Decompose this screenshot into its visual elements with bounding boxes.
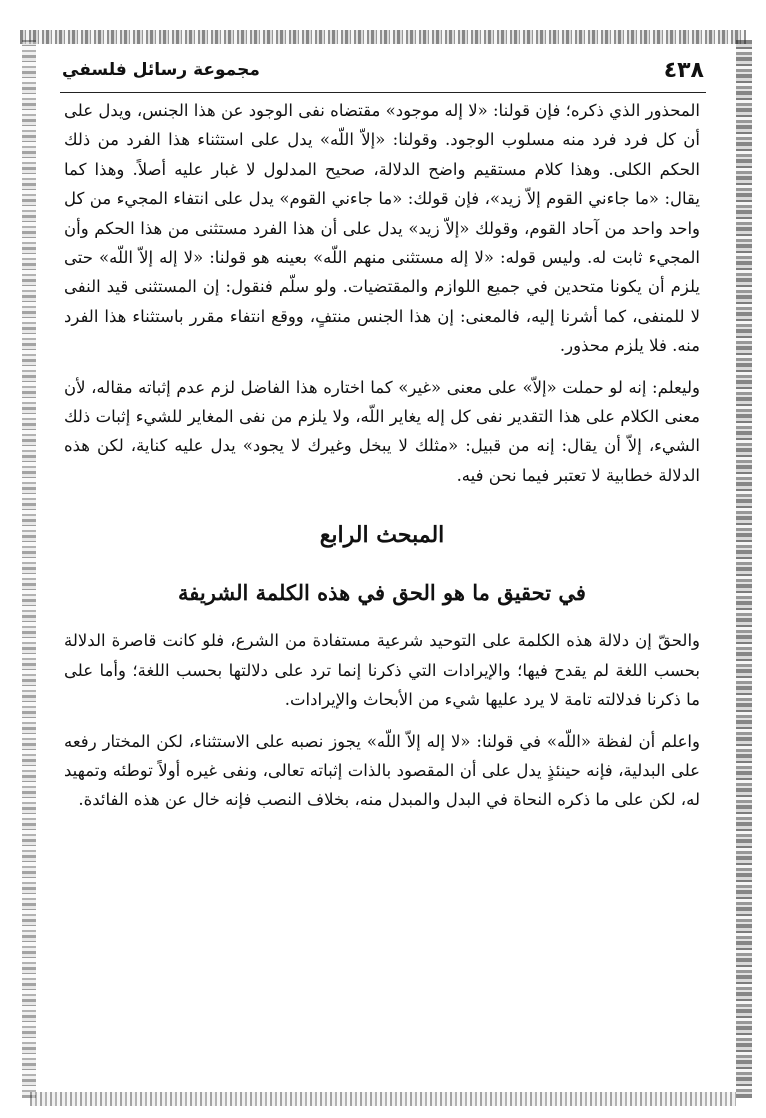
header-rule — [60, 92, 706, 93]
page-header — [62, 50, 704, 90]
paragraph: واعلم أن لفظة «اللّه» في قولنا: «لا إله إلاّ اللّه» يجوز نصبه على الاستثناء، لكن المختار رفعه على البدلية، فإنه حينئذٍ يدل على أن المقصود بالذات إثباته تعالى، ونفى غيره أولاً توطئه وتمهيد له، لكن على ما ذكره النحاة في البدل والمبدل منه، بخلاف النصب فإنه خال عن هذه الفائدة. — [64, 731, 700, 810]
page-number: ٤٣٨ — [663, 57, 704, 83]
running-title: مجموعة رسائل فلسفي — [62, 60, 260, 80]
paragraph: والحقّ إن دلالة هذه الكلمة على التوحيد شرعية مستفادة من الشرع، فلو كانت قاصرة الدلالة بحسب اللغة لم يقدح فيها؛ والإيرادات التي ذكرنا إنما ترد على دلالتها بحسب اللغة؛ وأما على ما ذكرنا فدلالته تامة لا يرد عليها شيء من الأبحاث والإيرادات. — [64, 631, 700, 710]
paragraph: وليعلم: إنه لو حملت «إلاّ» على معنى «غير» كما اختاره هذا الفاضل لزم عدم إثباته مقاله، لأن معنى الكلام على هذا التقدير نفى كل إله يغاير اللّه، ولا يلزم من نفى المغاير للشيء إثبات ذلك الشيء، إلاّ أن يقال: إنه من قبيل: «مثلك لا يبخل وغيرك لا يجود» يدل عليه كناية، لكن هذه الدلالة خطابية لا تعتبر فيما نحن فيه. — [64, 377, 700, 485]
scan-edge-left — [22, 40, 36, 1098]
scan-edge-bottom — [30, 1092, 736, 1106]
section-subtitle: في تحقيق ما هو الحق في هذه الكلمة الشريفة — [178, 580, 586, 606]
scan-edge-top — [20, 30, 746, 44]
page-body — [64, 96, 700, 815]
paragraph: المحذور الذي ذكره؛ فإن قولنا: «لا إله موجود» مقتضاه نفى الوجود عن هذا الجنس، ويدل على أن كل فرد فرد منه مسلوب الوجود. وقولنا: «إلاّ اللّه» يدل على استثناء هذا الفرد من ذلك الحكم الكلى. وهذا كلام مستقيم واضح الدلالة، صحيح المدلول لا غبار عليه أصلاً. وهذا كما يقال: «ما جاءني القوم إلاّ زيد»، فإن قولك: «ما جاءني القوم» يدل على انتفاء المجيء من كل واحد واحد من آحاد القوم، وقولك «إلاّ زيد» يدل على أن هذا الفرد مستثنى من هذا الحكم وأن المجيء ثابت له. وليس قوله: «لا إله مستثنى منهم اللّه» بعينه هو قولنا: «لا إله إلاّ اللّه» حتى يلزم أن يكونا متحدين في جميع اللوازم والمقتضيات. ولو سلّم فنقول: إن المستثنى قيد النفى لا للمنفى، كما أشرنا إليه، فالمعنى: إن هذا الجنس منتفٍ، ووقع انتفاء مقرر باستثناء هذا الفرد منه. فلا يلزم محذور. — [64, 101, 700, 356]
scan-edge-right — [736, 40, 752, 1098]
section-title: المبحث الرابع — [319, 522, 445, 549]
